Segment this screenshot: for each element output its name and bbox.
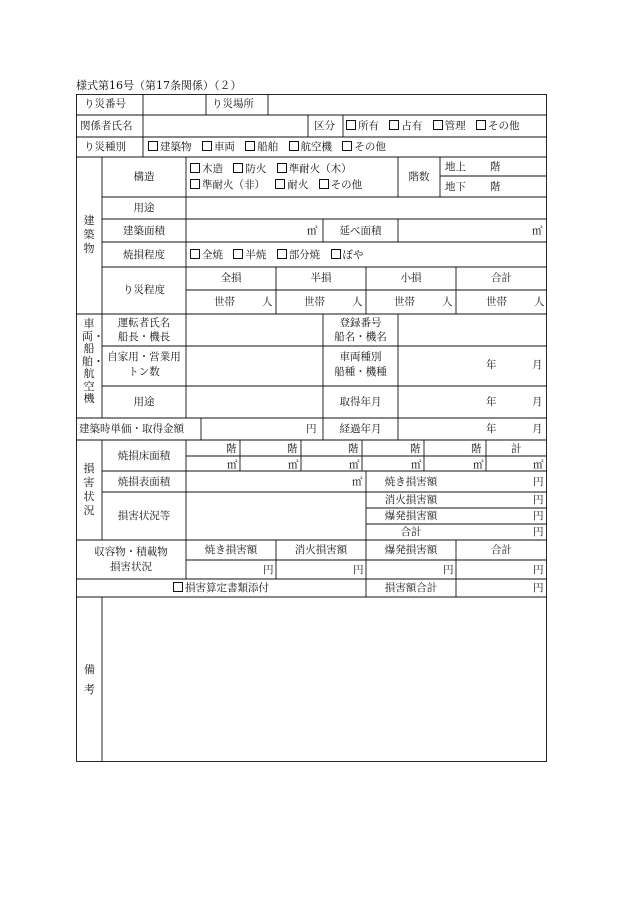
registration-label-2: 船名・機名 [334,331,387,343]
checkbox-icon [202,141,212,151]
sqm-unit: ㎡ [411,459,422,471]
damage-col-small: 小損 [400,272,422,284]
checkbox-icon [342,141,352,151]
sqm-unit: ㎡ [227,459,238,471]
extinguish-loss-label: 消火損害額 [384,494,438,506]
total-loss-label: 損害額合計 [384,582,438,594]
structure-option[interactable]: 防火 [233,163,266,175]
year-unit: 年 [486,423,497,435]
contents-total: 合計 [491,544,512,556]
building-usage-label: 用途 [133,202,155,214]
sqm-unit: ㎡ [533,459,544,471]
structure-options-row2 [190,179,369,191]
structure-option[interactable]: 準耐火（木） [277,163,352,175]
household-unit: 世帯 [486,296,507,308]
driver-field[interactable] [187,315,322,345]
driver-label-2: 船長・機長 [117,331,171,343]
form-title: 様式第16号（第17条関係）（２） [76,79,242,92]
contents-extinguish-loss: 消火損害額 [294,544,348,556]
sqm-unit: ㎡ [473,459,484,471]
burn-degree-options [190,249,371,261]
structure-options-row1 [190,163,359,175]
checkbox-icon [233,249,243,259]
total-floor-area-label: 延べ面積 [339,225,382,237]
explosion-loss-label: 爆発損害額 [384,510,438,522]
elapsed-label: 経過年月 [339,423,382,435]
burned-surface-area-label: 焼損表面積 [117,476,171,488]
damage-degree-label: り災程度 [123,284,165,296]
sqm-unit: ㎡ [349,459,360,471]
checkbox-icon [277,249,287,259]
risai-type-options [148,141,393,153]
floors-above-unit: 階 [490,161,501,173]
total-floor-area-unit: ㎡ [532,225,543,237]
month-unit: 月 [532,359,543,371]
checkbox-icon [275,179,285,189]
risai-place-field[interactable] [269,95,546,114]
persons-unit: 人 [534,296,545,308]
checkbox-icon [277,163,287,173]
burn-degree-option[interactable]: 半焼 [233,249,266,261]
checkbox-icon [190,179,200,189]
building-section-label: 建築物 [83,214,95,255]
burn-degree-option[interactable]: 部分焼 [277,249,321,261]
remarks-field[interactable] [103,598,546,760]
year-unit: 年 [486,359,497,371]
vehicle-section-label: 車両・船舶・航空機 [82,317,104,405]
vehicle-kind-label-1: 車両種別 [339,351,382,363]
persons-unit: 人 [442,296,453,308]
contents-explosion-loss: 爆発損害額 [384,544,438,556]
damage-section-label: 損害状況 [83,462,95,517]
registration-field[interactable] [399,315,546,345]
floors-above-label: 地上 [445,161,466,173]
persons-unit: 人 [352,296,363,308]
floor-unit: 階 [471,443,482,455]
month-unit: 月 [532,423,543,435]
yen-unit: 円 [533,476,544,488]
kubun-option[interactable]: 管理 [433,120,466,132]
structure-option[interactable]: 耐火 [275,179,308,191]
yen-unit: 円 [533,526,544,538]
persons-unit: 人 [262,296,273,308]
checkbox-icon [190,249,200,259]
year-unit: 年 [486,396,497,408]
vehicle-usage-label: 用途 [133,396,155,408]
risai-type-label: り災種別 [84,141,126,153]
checkbox-icon [346,120,356,130]
checkbox-icon [289,141,299,151]
kubun-option[interactable]: その他 [476,120,520,132]
damage-col-half: 半損 [310,272,332,284]
contents-fire-loss: 焼き損害額 [204,544,258,556]
building-area-unit: ㎡ [307,225,318,237]
related-person-field[interactable] [144,116,307,136]
acquired-label: 取得年月 [339,396,382,408]
unit-price-label: 建築時単価・取得金額 [79,423,184,435]
checkbox-icon [190,163,200,173]
contents-label-1: 収容物・積載物 [94,546,168,558]
building-usage-field[interactable] [187,198,546,218]
sqm-unit: ㎡ [352,476,363,488]
checkbox-icon [148,141,158,151]
month-unit: 月 [532,396,543,408]
checkbox-icon [245,141,255,151]
burned-floor-area-label: 焼損床面積 [117,450,171,462]
checkbox-icon [476,120,486,130]
damage-status-label: 損害状況等 [117,510,171,522]
floor-unit: 階 [226,443,237,455]
sqm-unit: ㎡ [288,459,299,471]
burn-degree-option[interactable]: 全焼 [190,249,223,261]
yen-unit: 円 [353,564,364,576]
damage-status-field[interactable] [187,493,365,539]
household-unit: 世帯 [304,296,325,308]
yen-unit: 円 [533,564,544,576]
floor-unit: 階 [348,443,359,455]
risai-type-option[interactable]: 建築物 [148,141,192,153]
risai-number-label: り災番号 [84,98,126,110]
checkbox-icon [233,163,243,173]
checkbox-icon [319,179,329,189]
unit-price-yen: 円 [306,423,317,435]
risai-place-label: り災場所 [212,98,254,110]
contents-label-2: 損害状況 [110,561,152,573]
structure-option[interactable]: 準耐火（非） [190,179,265,191]
structure-option[interactable]: その他 [319,179,363,191]
building-area-label: 建築面積 [123,225,165,237]
floors-below-unit: 階 [490,181,501,193]
related-person-label: 関係者氏名 [80,120,133,132]
remarks-label-char2: 考 [84,683,95,696]
driver-label-1: 運転者氏名 [117,317,171,329]
burn-degree-option[interactable]: ぼや [331,249,364,261]
checkbox-icon [331,249,341,259]
remarks-label-char1: 備 [84,663,95,676]
damage-col-total: 合計 [491,272,512,284]
yen-unit: 円 [443,564,454,576]
household-unit: 世帯 [394,296,415,308]
subtotal-label: 合計 [400,526,422,538]
risai-type-option[interactable]: 航空機 [289,141,333,153]
damage-col-full: 全損 [220,272,242,284]
risai-number-field[interactable] [144,95,205,114]
floor-unit: 階 [410,443,421,455]
use-type-label-2: トン数 [128,366,160,378]
checkbox-icon [389,120,399,130]
yen-unit: 円 [263,564,274,576]
checkbox-icon [433,120,443,130]
registration-label-1: 登録番号 [339,317,382,329]
vehicle-kind-label-2: 船種・機種 [334,366,387,378]
household-unit: 世帯 [214,296,235,308]
risai-type-option[interactable]: その他 [342,141,386,153]
kubun-option[interactable]: 所有 [346,120,379,132]
fire-loss-label: 焼き損害額 [384,476,438,488]
risai-type-option[interactable]: 船舶 [245,141,278,153]
attachment-option[interactable]: 損害算定書類添付 [76,582,366,594]
yen-unit: 円 [533,582,544,594]
yen-unit: 円 [533,510,544,522]
kubun-options [346,120,527,132]
floor-unit: 階 [287,443,298,455]
checkbox-icon [173,582,183,592]
kubun-label: 区分 [314,120,335,132]
burn-degree-label: 焼損程度 [123,249,165,261]
use-type-label-1: 自家用・営業用 [107,351,181,363]
floors-below-label: 地下 [445,181,466,193]
risai-type-option[interactable]: 車両 [202,141,235,153]
structure-label: 構造 [133,171,155,183]
total-unit: 計 [511,443,522,455]
structure-option[interactable]: 木造 [190,163,223,175]
floors-label: 階数 [408,171,430,183]
kubun-option[interactable]: 占有 [389,120,422,132]
yen-unit: 円 [533,494,544,506]
